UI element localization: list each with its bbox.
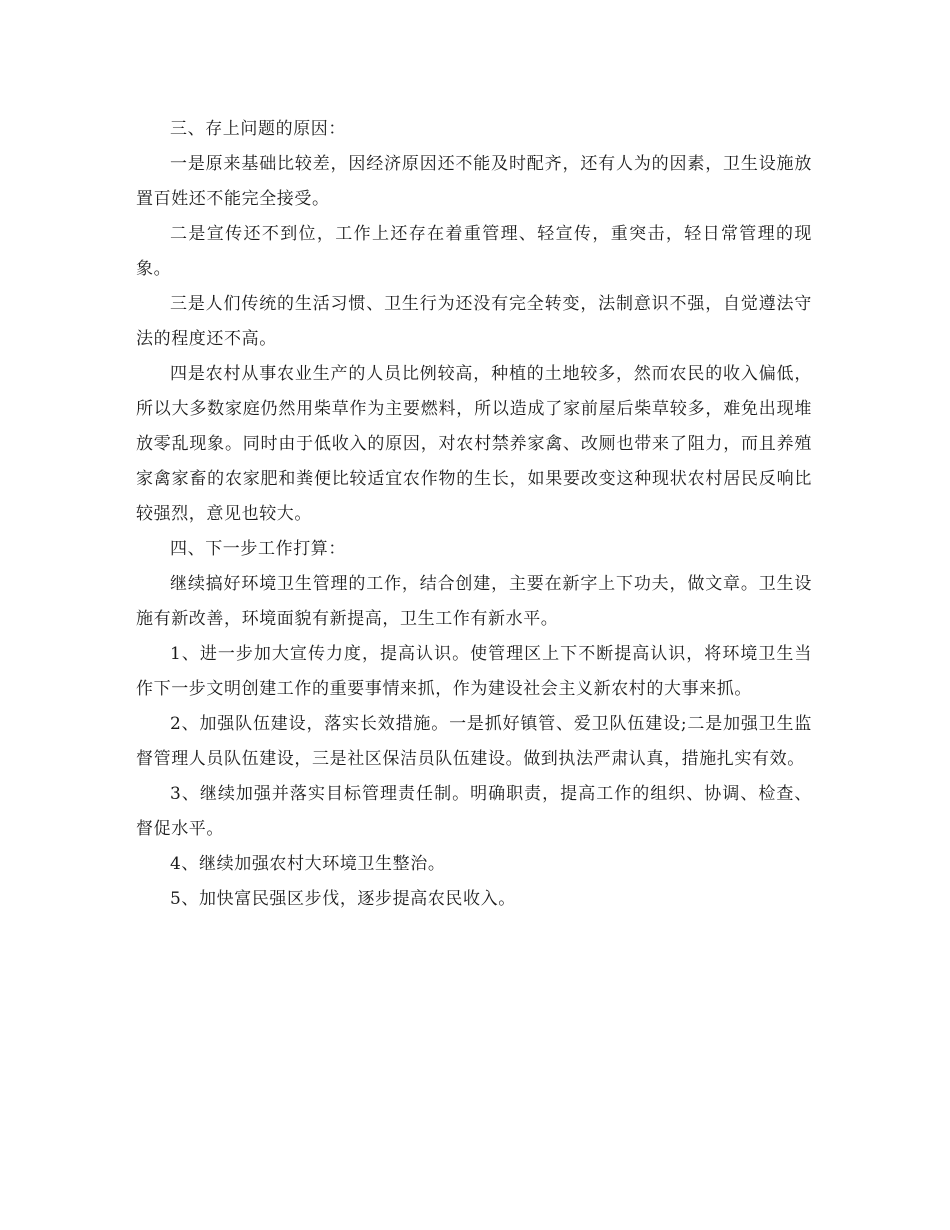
paragraph-cause-3: 三是人们传统的生活习惯、卫生行为还没有完全转变，法制意识不强，自觉遵法守法的程度还不高。 [136,294,812,349]
paragraph-cause-2: 二是宣传还不到位，工作上还存在着重管理、轻宣传，重突击，轻日常管理的现象。 [136,224,812,279]
section-heading-causes: 三、存上问题的原因： [170,119,346,139]
paragraph-measure-5: 5、加快富民强区步伐，逐步提高农民收入。 [170,889,516,909]
paragraph-next-steps-intro: 继续搞好环境卫生管理的工作，结合创建，主要在新字上下功夫，做文章。卫生设施有新改善，环境面貌有新提高，卫生工作有新水平。 [136,574,812,629]
paragraph-cause-1: 一是原来基础比较差，因经济原因还不能及时配齐，还有人为的因素，卫生设施放置百姓还不能完全接受。 [136,154,812,209]
paragraph-measure-2: 2、加强队伍建设，落实长效措施。一是抓好镇管、爱卫队伍建设;二是加强卫生监督管理人员队伍建设，三是社区保洁员队伍建设。做到执法严肃认真，措施扎实有效。 [136,714,812,769]
paragraph-cause-4: 四是农村从事农业生产的人员比例较高，种植的土地较多，然而农民的收入偏低，所以大多数家庭仍然用柴草作为主要燃料，所以造成了家前屋后柴草较多，难免出现堆放零乱现象。同时由于低收入的原因，对农村禁养家禽、改厕也带来了阻力，而且养殖家禽家畜的农家肥和粪便比较适宜农作物的生长，如果要改变这种现状农村居民反响比较强烈，意见也较大。 [136,364,812,524]
paragraph-measure-3: 3、继续加强并落实目标管理责任制。明确职责，提高工作的组织、协调、检查、督促水平。 [136,784,812,839]
paragraph-measure-4: 4、继续加强农村大环境卫生整治。 [170,854,446,874]
section-heading-next-steps: 四、下一步工作打算： [170,539,346,559]
paragraph-measure-1: 1、进一步加大宣传力度，提高认识。使管理区上下不断提高认识，将环境卫生当作下一步文明创建工作的重要事情来抓，作为建设社会主义新农村的大事来抓。 [136,644,812,699]
document-body [136,112,812,917]
